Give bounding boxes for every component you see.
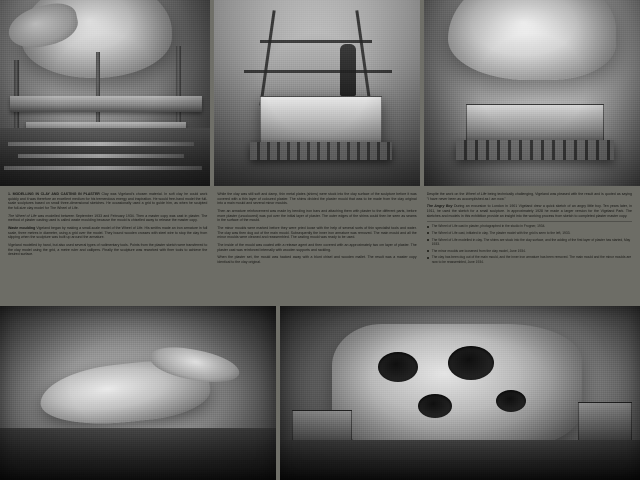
column1-paragraph-2-text: was modelled between September 1933 and February 1934. Then a master copy was cast in plaster. The method of plaster casting used is called waste moulding because the mould is chiselled away to release the master copy. bbox=[8, 213, 208, 223]
list-item bbox=[427, 249, 632, 253]
mould-cavity bbox=[378, 352, 418, 382]
mould-cavity bbox=[418, 394, 452, 418]
studio-floor bbox=[280, 440, 640, 480]
column2-paragraph-4: The inside of the mould was coated with a release agent and then covered with an approximately two cm layer of plaster. The plaster cast was reinforced internally with wooden supports and rackling. bbox=[217, 242, 417, 252]
floor-plank bbox=[8, 142, 194, 146]
caption-text: The Wheel of Life modelled in clay. The shims are stuck into the clay surface, and the adding of the first layer of plaster has started, May 1933. bbox=[431, 237, 631, 247]
scaffold-bar bbox=[259, 10, 275, 105]
waste-moulding-heading: Waste moulding bbox=[8, 225, 36, 230]
column2-paragraph-2: Then an armature reinforcement was made by bending iron bars and attaching them with plaster to the different parts, before more plaster (uncoloured) was put over the initial layer of plaster. The outer edges of the shims could then be seen as seams in the surface of the mould. bbox=[217, 208, 417, 223]
caption-text: The Wheel of Life cast, initiated in clay. The plaster model with the grid is seen to the left, 1933. bbox=[431, 231, 571, 236]
column1-paragraph-2 bbox=[8, 214, 207, 223]
column3-paragraph-2-text: During an excursion to London in 1901 Vigeland drew a quick sketch of an angry little boy. Ten years later, in 1911, he used the sketch for a small sculpture. In approximately 1928 he made a larger version for the Vigeland Park. The sketches and models in this exhibition provide an insight into the working process from sketch to completed plaster master copy. bbox=[426, 204, 632, 218]
bullet-dot-icon bbox=[427, 250, 429, 252]
column2-paragraph-5: When the plaster set, the mould was hacked away with a blunt chisel and wooden mallet. The result was a master copy identical to the clay original. bbox=[217, 255, 417, 264]
column1-paragraph-3 bbox=[8, 226, 207, 240]
photo-plaster-cast bbox=[424, 0, 640, 186]
plaster-cast-body bbox=[448, 0, 616, 80]
caption-divider bbox=[427, 221, 632, 222]
wheel-of-life-italic: Wheel of Life bbox=[465, 192, 487, 196]
section-intro-paragraph bbox=[8, 192, 207, 210]
floor-plank bbox=[4, 166, 202, 170]
bullet-dot-icon bbox=[427, 232, 429, 234]
studio-floor bbox=[0, 128, 210, 186]
plaster-cast-base bbox=[466, 104, 604, 144]
studio-floor bbox=[0, 428, 276, 480]
column1-paragraph-3-text: Vigeland began by making a small-scale model of the Wheel of Life. His smiths made an iron armature in full scale, three metres in diameter, using a grid over the model. They bound wooden crosses with steel wire to stop the clay from slipping when the sculpture was built up around the armature. bbox=[8, 225, 208, 240]
wheel-of-life-italic: The Wheel of Life bbox=[8, 213, 37, 218]
text-column-3 bbox=[427, 192, 632, 302]
person-silhouette bbox=[340, 44, 356, 96]
list-item bbox=[427, 255, 632, 264]
wooden-pallet bbox=[456, 140, 614, 160]
column3-paragraph-1-post: being technically challenging, Vigeland was pleased with the result and is quoted as saying "I have never been as accomplished as I am now." bbox=[426, 192, 632, 201]
scaffold-bar bbox=[355, 10, 371, 105]
plaster-mould-block bbox=[260, 96, 382, 146]
column3-paragraph-2 bbox=[427, 204, 632, 218]
wooden-pallet bbox=[250, 142, 392, 160]
mould-cavity bbox=[496, 390, 526, 412]
caption-text: The minor moulds are loosened from the clay model, June 1934. bbox=[431, 248, 526, 253]
photo-scaffolding-mould bbox=[214, 0, 420, 186]
plaster-mould-shell bbox=[332, 324, 582, 448]
column1-paragraph-4: Vigeland modelled by hand, but also used several types of rudimentary tools. Points from the plaster sketch were transferred to the clay model using the grid, a metre ruler and callipers. Finally the sculpture was reworked with finer tools to achieve the desired surface. bbox=[8, 242, 208, 257]
column2-paragraph-1: While the clay was still soft and damp, thin metal plates (shims) were stuck into the clay surface of the sculpture before it was covered with a thin layer of coloured plaster. The shims divided the plaster mould that was to be made from the clay original into a main mould and several minor moulds. bbox=[217, 192, 417, 206]
scaffold-bar bbox=[260, 40, 372, 43]
column3-paragraph-1 bbox=[427, 192, 632, 201]
list-item bbox=[427, 238, 632, 247]
section-number: 1. bbox=[8, 192, 11, 196]
bullet-dot-icon bbox=[427, 257, 429, 259]
section-title: MODELLING IN CLAY AND CASTING IN PLASTER bbox=[12, 192, 100, 196]
angry-boy-heading: The Angry Boy bbox=[426, 204, 453, 209]
photo-foundry-interior bbox=[0, 0, 210, 186]
bullet-dot-icon bbox=[427, 239, 429, 241]
scaffold-bar bbox=[244, 70, 392, 73]
photo-caption-list bbox=[427, 224, 632, 264]
panel-text-band bbox=[0, 186, 640, 306]
text-column-2 bbox=[217, 192, 416, 302]
column3-paragraph-1-pre: Despite the work on the bbox=[426, 192, 465, 196]
caption-text: The Wheel of Life cast in plaster, photographed in the studio in Frogner, 1934. bbox=[431, 224, 546, 229]
work-bench bbox=[10, 96, 202, 112]
photo-clay-figure-detail bbox=[0, 306, 276, 480]
text-column-1 bbox=[8, 192, 207, 302]
list-item bbox=[427, 224, 632, 228]
caption-text: The clay has been dug out of the main mould, and the inner iron armature has been removed. The main mould and the minor moulds are now to be reassembled, June 1934. bbox=[431, 255, 632, 264]
photo-mould-sections bbox=[280, 306, 640, 480]
mould-cavity bbox=[448, 346, 494, 380]
floor-plank bbox=[18, 154, 184, 158]
column1-intro-text: Clay was Vigeland's chosen material. In soft clay he could work quickly and it was therefore an excellent medium for his tremendous energy and inspiration. He would free-hand model the full-scale sculptures based on small three-dimensional sketches. He occasionally used a grid to guide him, as when he sculpted the full-size clay model for The Wheel of Life. bbox=[8, 192, 208, 210]
bullet-dot-icon bbox=[427, 226, 429, 228]
column2-paragraph-3: The minor moulds were marked before they were pried loose with the help of several sorts of thin specialist tools and water. The clay was then dug out of the main mould. Subsequently the inner iron armature was removed. The main mould and all the minor moulds were cleaned and reassembled. The casting mould was ready to be used. bbox=[217, 225, 417, 240]
list-item bbox=[427, 231, 632, 235]
